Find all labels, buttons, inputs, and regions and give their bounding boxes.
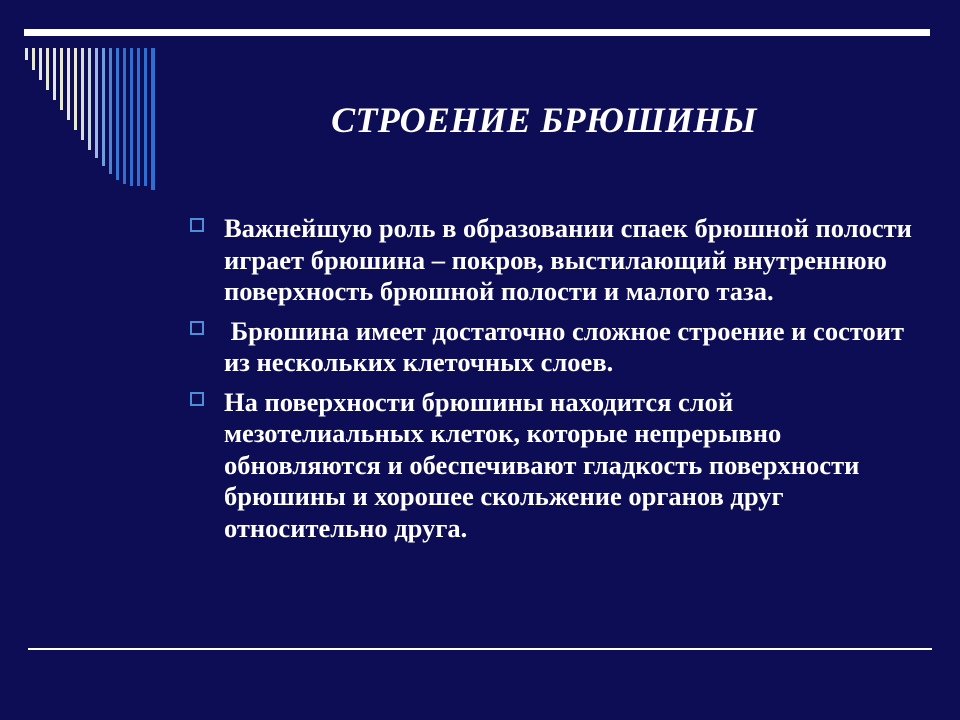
bullet-item <box>188 213 918 308</box>
bullet-item <box>188 316 918 379</box>
stripe <box>46 48 49 90</box>
bullet-text: На поверхности брюшины находится слой мезотелиальных клеток, которые непрерывно обновляются и обеспечивают гладкость поверхности брюшины и хорошее скольжение органов друг относительно друга. <box>224 386 860 543</box>
square-outline-icon <box>190 218 204 232</box>
bullet-list <box>188 213 918 552</box>
bullet-item <box>188 387 918 545</box>
slide-title: СТРОЕНИЕ БРЮШИНЫ <box>331 100 757 140</box>
bullet-text: Брюшина имеет достаточно сложное строение и состоит из нескольких клеточных слоев. <box>224 315 911 377</box>
square-outline-icon <box>190 321 204 335</box>
stripe <box>25 48 28 60</box>
stripe <box>32 48 35 70</box>
square-outline-icon <box>190 392 204 406</box>
bottom-divider <box>28 648 932 650</box>
bullet-text: Важнейшую роль в образовании спаек брюшной полости играет брюшина – покров, выстилающий внутреннюю поверхность брюшной полости и малого таза. <box>224 213 912 306</box>
stripe <box>39 48 42 80</box>
stripe <box>53 48 56 100</box>
